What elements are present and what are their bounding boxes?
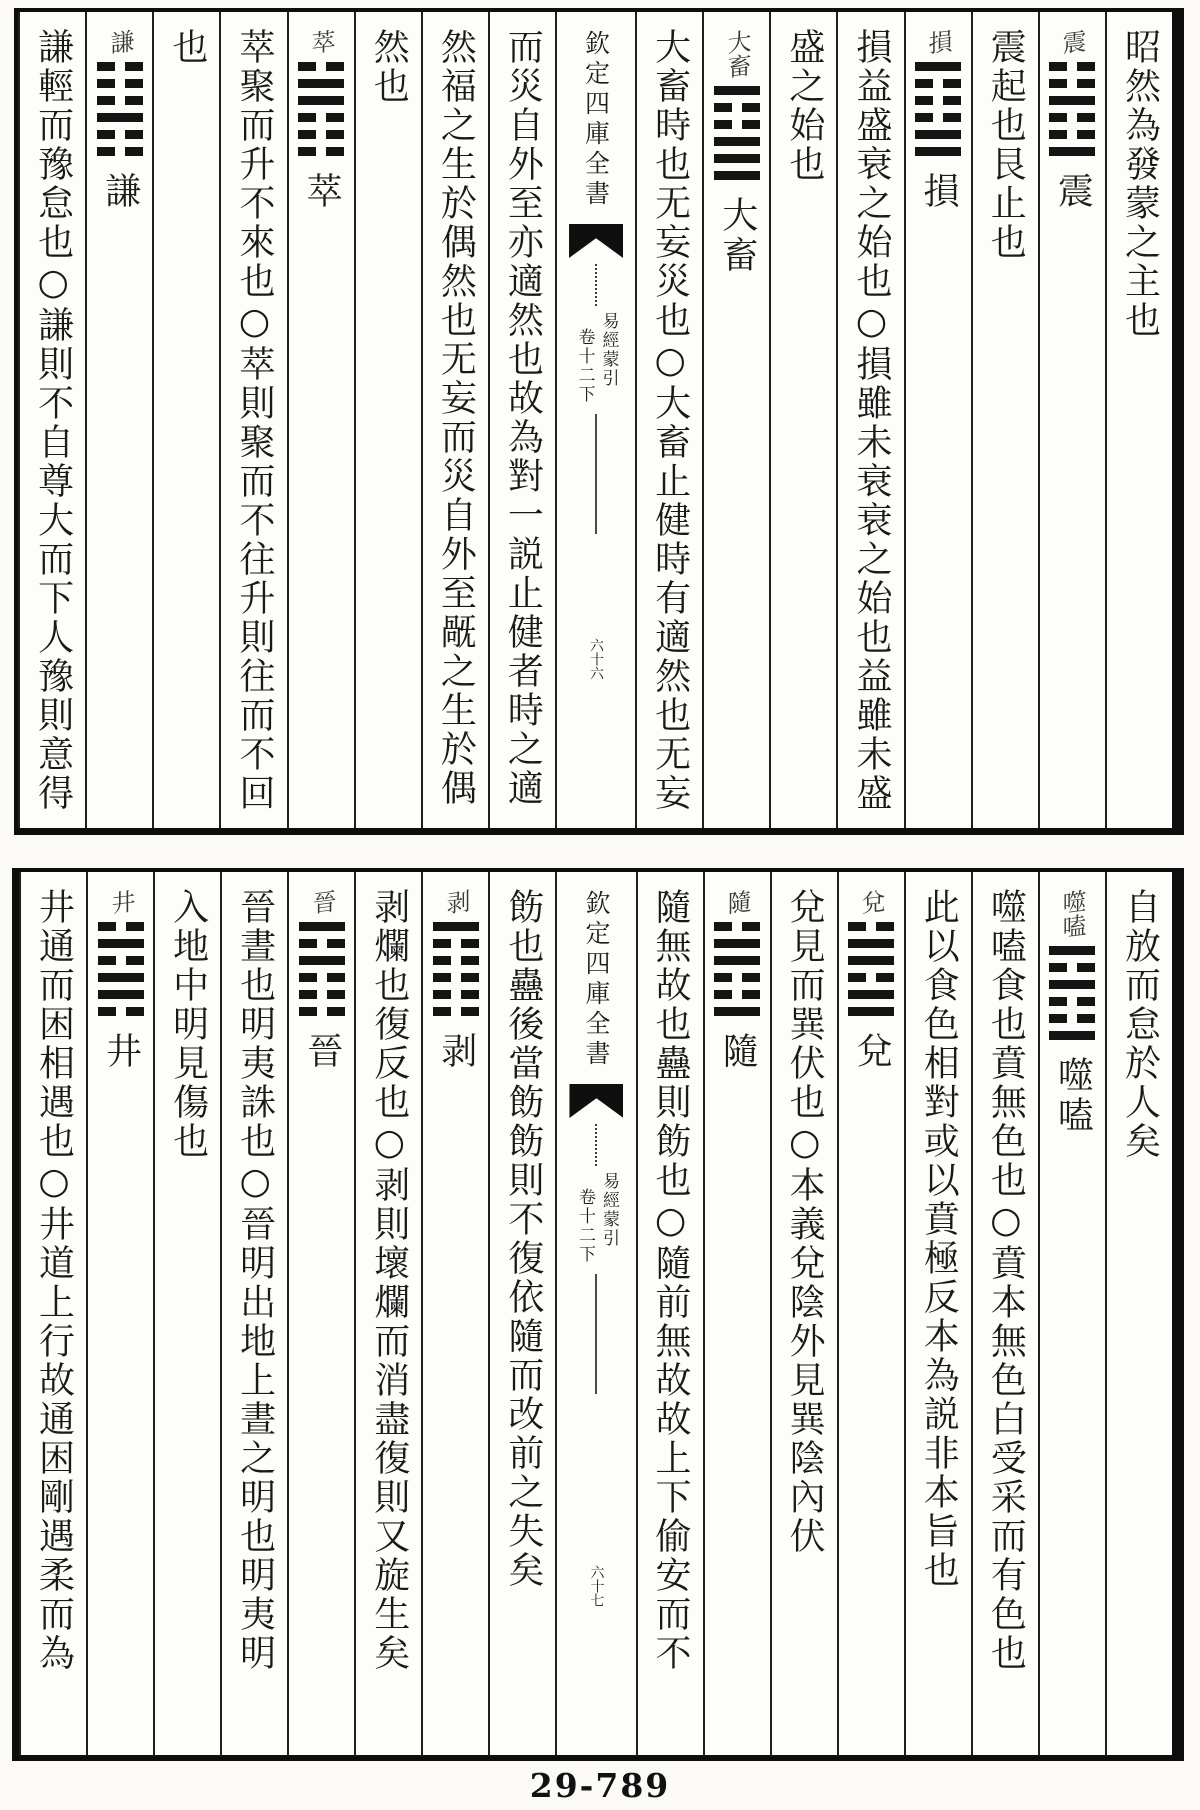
text-column xyxy=(220,872,287,1755)
text-column xyxy=(219,12,286,828)
yin-line xyxy=(915,113,961,122)
hexagram-name: 井 xyxy=(100,1032,142,1072)
yin-segment xyxy=(433,973,451,982)
yin-line xyxy=(1049,963,1095,972)
yin-segment xyxy=(97,147,115,156)
yang-line xyxy=(1049,147,1095,156)
yin-segment xyxy=(1077,963,1095,972)
yin-line xyxy=(1049,997,1095,1006)
column-text: 萃聚而升不來也○萃則聚而不往升則往而不回 xyxy=(233,28,275,813)
hexagram-cursive-mark: 震 xyxy=(1058,28,1087,56)
yin-segment xyxy=(299,939,317,948)
yin-line xyxy=(298,113,344,122)
yang-line xyxy=(714,1007,760,1016)
yin-segment xyxy=(915,96,933,105)
yin-segment xyxy=(126,956,144,965)
hexagram-cursive-mark: 謙 xyxy=(105,28,134,56)
yang-line xyxy=(98,939,144,948)
yin-line xyxy=(848,922,894,931)
yin-line xyxy=(298,147,344,156)
hexagram-figure xyxy=(714,922,760,1024)
page-bottom xyxy=(12,868,1184,1761)
yin-line xyxy=(1049,79,1095,88)
hexagram-figure xyxy=(848,922,894,1024)
yin-line xyxy=(915,79,961,88)
yang-line xyxy=(98,990,144,999)
text-column xyxy=(488,12,555,828)
column-text: 入地中明見傷也 xyxy=(167,888,209,1161)
column-text: 井通而困相遇也○井道上行故通困剛遇柔而為 xyxy=(33,888,75,1673)
column-text: 大畜時也无妄災也○大畜止健時有適然也无妄 xyxy=(649,28,691,813)
yin-segment xyxy=(1049,997,1067,1006)
hexagram-name: 大畜 xyxy=(716,196,758,276)
yang-line xyxy=(298,96,344,105)
yin-segment xyxy=(1077,997,1095,1006)
hexagram-figure xyxy=(298,62,344,164)
yin-segment xyxy=(1077,62,1095,71)
hexagram-cursive-mark: 損 xyxy=(924,28,953,56)
fishtail-mark xyxy=(569,1084,623,1118)
hexagram-cursive-mark: 隨 xyxy=(723,888,751,916)
yin-line xyxy=(433,973,479,982)
yin-segment xyxy=(433,956,451,965)
yin-line xyxy=(915,96,961,105)
yang-line xyxy=(433,922,479,931)
yin-segment xyxy=(714,103,732,112)
book-chapter-row xyxy=(576,312,617,404)
yin-segment xyxy=(943,113,961,122)
yin-segment xyxy=(848,973,866,982)
hexagram-cursive-mark: 井 xyxy=(106,888,135,916)
hexagram-name: 晉 xyxy=(301,1032,343,1072)
yin-segment xyxy=(299,973,317,982)
yin-segment xyxy=(461,990,479,999)
yin-segment xyxy=(97,62,115,71)
hexagram-name: 萃 xyxy=(301,172,343,212)
hexagram-column xyxy=(703,872,770,1755)
yin-segment xyxy=(433,1007,451,1016)
column-rule xyxy=(595,414,597,534)
yin-segment xyxy=(126,1007,144,1016)
hexagram-column xyxy=(287,12,354,828)
yin-segment xyxy=(714,990,732,999)
yang-line xyxy=(714,137,760,146)
book-title: 易經蒙引 xyxy=(598,312,619,388)
hexagram-name: 兌 xyxy=(851,1032,893,1072)
column-text: 昭然為發蒙之主也 xyxy=(1119,28,1161,340)
hexagram-cursive-mark: 剥 xyxy=(441,888,470,916)
hexagram-column xyxy=(421,872,488,1755)
yin-line xyxy=(298,130,344,139)
yang-line xyxy=(1049,96,1095,105)
text-column xyxy=(354,872,421,1755)
yin-segment xyxy=(433,939,451,948)
yin-line xyxy=(98,922,144,931)
yin-line xyxy=(1049,130,1095,139)
yin-segment xyxy=(742,120,760,129)
siku-title: 欽定四庫全書 xyxy=(581,890,611,1070)
hexagram-column xyxy=(1038,12,1105,828)
fishtail-mark xyxy=(569,224,623,258)
text-column xyxy=(636,872,703,1755)
yin-segment xyxy=(1049,963,1067,972)
column-rule xyxy=(595,1274,597,1394)
yin-segment xyxy=(461,1007,479,1016)
column-text: 剥爛也復反也○剥則壞爛而消盡復則又旋生矣 xyxy=(368,888,410,1673)
yang-line xyxy=(848,1007,894,1016)
yin-line xyxy=(714,990,760,999)
yin-line xyxy=(299,973,345,982)
hexagram-cursive-mark: 晉 xyxy=(307,888,336,916)
yang-line xyxy=(299,956,345,965)
yin-segment xyxy=(125,147,143,156)
yin-line xyxy=(97,62,143,71)
hexagram-column xyxy=(85,12,152,828)
yin-line xyxy=(1049,62,1095,71)
yin-segment xyxy=(1077,130,1095,139)
page-bottom-columns xyxy=(19,872,1172,1755)
yin-line xyxy=(299,939,345,948)
yin-segment xyxy=(1049,79,1067,88)
yang-line xyxy=(1049,980,1095,989)
yin-line xyxy=(299,1007,345,1016)
yin-segment xyxy=(943,96,961,105)
yin-segment xyxy=(299,990,317,999)
siku-title: 欽定四庫全書 xyxy=(581,30,611,210)
yin-line xyxy=(1049,1014,1095,1023)
column-text: 此以食色相對或以賁極反本為説非本旨也 xyxy=(918,888,960,1590)
yang-line xyxy=(915,147,961,156)
column-text: 而災自外至亦適然也故為對一説止健者時之適 xyxy=(502,28,544,808)
yin-line xyxy=(97,130,143,139)
column-text: 盛之始也 xyxy=(783,28,825,184)
yang-line xyxy=(714,171,760,180)
text-column xyxy=(488,872,555,1755)
yin-segment xyxy=(461,973,479,982)
yin-segment xyxy=(126,922,144,931)
hexagram-cursive-mark: 兌 xyxy=(857,888,886,916)
text-column xyxy=(769,12,836,828)
hexagram-name: 噬嗑 xyxy=(1052,1056,1094,1136)
text-column xyxy=(153,872,220,1755)
plate-number: 29-789 xyxy=(529,1766,671,1805)
yin-line xyxy=(714,973,760,982)
yin-segment xyxy=(876,973,894,982)
yin-segment xyxy=(876,922,894,931)
banxin-column xyxy=(555,872,635,1755)
yang-line xyxy=(915,130,961,139)
yin-segment xyxy=(433,990,451,999)
book-chapter-row xyxy=(576,1172,617,1264)
yin-segment xyxy=(1077,113,1095,122)
hexagram-column xyxy=(287,872,354,1755)
column-text: 兌見而巽伏也○本義兌陰外見巽陰內伏 xyxy=(784,888,826,1556)
yin-line xyxy=(714,103,760,112)
text-column xyxy=(19,872,86,1755)
yin-segment xyxy=(125,62,143,71)
text-column xyxy=(152,12,219,828)
yin-line xyxy=(433,1007,479,1016)
yang-line xyxy=(714,86,760,95)
banxin-column xyxy=(555,12,635,828)
hexagram-figure xyxy=(714,86,760,188)
column-text: 然福之生於偶然也无妄而災自外至旤之生於偶 xyxy=(435,28,477,808)
yang-line xyxy=(1049,946,1095,955)
hexagram-name: 隨 xyxy=(717,1032,759,1072)
column-text: 也 xyxy=(166,28,208,67)
yin-segment xyxy=(125,79,143,88)
folio-number: 六十七 xyxy=(588,1565,605,1607)
chapter-label: 卷十二下 xyxy=(574,328,595,404)
yin-segment xyxy=(714,922,732,931)
yin-segment xyxy=(714,973,732,982)
yang-line xyxy=(98,973,144,982)
hexagram-name: 損 xyxy=(918,172,960,212)
hexagram-figure xyxy=(433,922,479,1024)
book-title: 易經蒙引 xyxy=(598,1172,619,1248)
text-column xyxy=(971,872,1038,1755)
dotted-rule xyxy=(595,264,597,306)
text-column xyxy=(421,12,488,828)
column-text: 自放而怠於人矣 xyxy=(1119,888,1161,1161)
yin-segment xyxy=(97,130,115,139)
hexagram-figure xyxy=(299,922,345,1024)
yin-segment xyxy=(848,922,866,931)
hexagram-column xyxy=(702,12,769,828)
yin-segment xyxy=(1049,113,1067,122)
yin-segment xyxy=(299,1007,317,1016)
text-column xyxy=(1105,12,1172,828)
yin-segment xyxy=(915,79,933,88)
yin-segment xyxy=(326,62,344,71)
yin-segment xyxy=(326,147,344,156)
yin-segment xyxy=(943,79,961,88)
yin-line xyxy=(1049,113,1095,122)
yin-segment xyxy=(461,939,479,948)
text-column xyxy=(971,12,1038,828)
page-top xyxy=(14,8,1184,835)
hexagram-figure xyxy=(97,62,143,164)
yin-segment xyxy=(1049,130,1067,139)
column-text: 損益盛衰之始也○損雖未衰衰之始也益雖未盛 xyxy=(851,28,892,813)
chapter-label: 卷十二下 xyxy=(574,1188,595,1264)
hexagram-figure xyxy=(1049,946,1095,1048)
yin-segment xyxy=(298,147,316,156)
yin-line xyxy=(433,939,479,948)
hexagram-figure xyxy=(915,62,961,164)
yang-line xyxy=(298,79,344,88)
text-column xyxy=(18,12,85,828)
yang-line xyxy=(714,939,760,948)
yin-line xyxy=(98,1007,144,1016)
dotted-rule xyxy=(595,1124,597,1166)
text-column xyxy=(1105,872,1172,1755)
hexagram-name: 謙 xyxy=(99,172,141,212)
column-text: 然也 xyxy=(368,28,410,106)
text-column xyxy=(635,12,702,828)
yin-segment xyxy=(327,990,345,999)
yin-line xyxy=(97,79,143,88)
column-text: 謙輕而豫怠也○謙則不自尊大而下人豫則意得 xyxy=(32,28,74,813)
yang-line xyxy=(97,113,143,122)
hexagram-column xyxy=(837,872,904,1755)
text-column xyxy=(770,872,837,1755)
yang-line xyxy=(848,990,894,999)
text-column xyxy=(904,872,971,1755)
yin-line xyxy=(714,922,760,931)
yin-segment xyxy=(298,113,316,122)
column-text: 晉晝也明夷誅也○晉明出地上晝之明也明夷明 xyxy=(234,888,276,1673)
yin-segment xyxy=(742,922,760,931)
text-column xyxy=(354,12,421,828)
yin-segment xyxy=(327,939,345,948)
yin-segment xyxy=(98,956,116,965)
yin-line xyxy=(97,96,143,105)
yin-line xyxy=(298,62,344,71)
hexagram-cursive-mark: 噬嗑 xyxy=(1058,888,1087,940)
hexagram-cursive-mark: 大畜 xyxy=(722,28,751,80)
folio-number: 六十六 xyxy=(588,638,605,680)
yin-segment xyxy=(326,130,344,139)
yin-segment xyxy=(742,990,760,999)
yang-line xyxy=(915,62,961,71)
column-text: 噬嗑食也賁無色也○賁本無色白受采而有色也 xyxy=(985,888,1027,1673)
yin-segment xyxy=(714,120,732,129)
hexagram-column xyxy=(86,872,153,1755)
yin-segment xyxy=(97,79,115,88)
yin-line xyxy=(433,990,479,999)
hexagram-column xyxy=(904,12,971,828)
yin-line xyxy=(98,956,144,965)
yin-line xyxy=(299,990,345,999)
yang-line xyxy=(848,956,894,965)
hexagram-cursive-mark: 萃 xyxy=(307,28,335,56)
hexagram-name: 震 xyxy=(1052,172,1094,212)
yang-line xyxy=(714,154,760,163)
yin-line xyxy=(714,120,760,129)
yin-segment xyxy=(1077,79,1095,88)
yin-segment xyxy=(1049,1014,1067,1023)
yin-segment xyxy=(1049,62,1067,71)
yin-line xyxy=(433,956,479,965)
column-text: 飭也蠱後當飭飭則不復依隨而改前之失矣 xyxy=(502,888,544,1590)
yang-line xyxy=(714,956,760,965)
page-top-columns xyxy=(18,12,1172,828)
yin-segment xyxy=(915,113,933,122)
yin-segment xyxy=(742,103,760,112)
column-text: 震起也艮止也 xyxy=(985,28,1027,262)
column-text: 隨無故也蠱則飭也○隨前無故故上下偷安而不 xyxy=(650,888,692,1673)
yin-segment xyxy=(97,96,115,105)
hexagram-column xyxy=(1038,872,1105,1755)
yin-segment xyxy=(327,973,345,982)
hexagram-name: 剥 xyxy=(435,1032,477,1072)
yin-segment xyxy=(1077,1014,1095,1023)
yin-segment xyxy=(461,956,479,965)
yang-line xyxy=(1049,1031,1095,1040)
yang-line xyxy=(848,939,894,948)
yin-segment xyxy=(742,973,760,982)
hexagram-figure xyxy=(98,922,144,1024)
yin-segment xyxy=(125,96,143,105)
yin-line xyxy=(97,147,143,156)
yin-segment xyxy=(98,922,116,931)
yin-segment xyxy=(298,62,316,71)
yin-segment xyxy=(327,1007,345,1016)
yin-segment xyxy=(98,1007,116,1016)
yin-segment xyxy=(326,113,344,122)
text-column xyxy=(836,12,903,828)
yin-segment xyxy=(125,130,143,139)
yin-segment xyxy=(298,130,316,139)
yin-line xyxy=(848,973,894,982)
yang-line xyxy=(299,922,345,931)
hexagram-figure xyxy=(1049,62,1095,164)
